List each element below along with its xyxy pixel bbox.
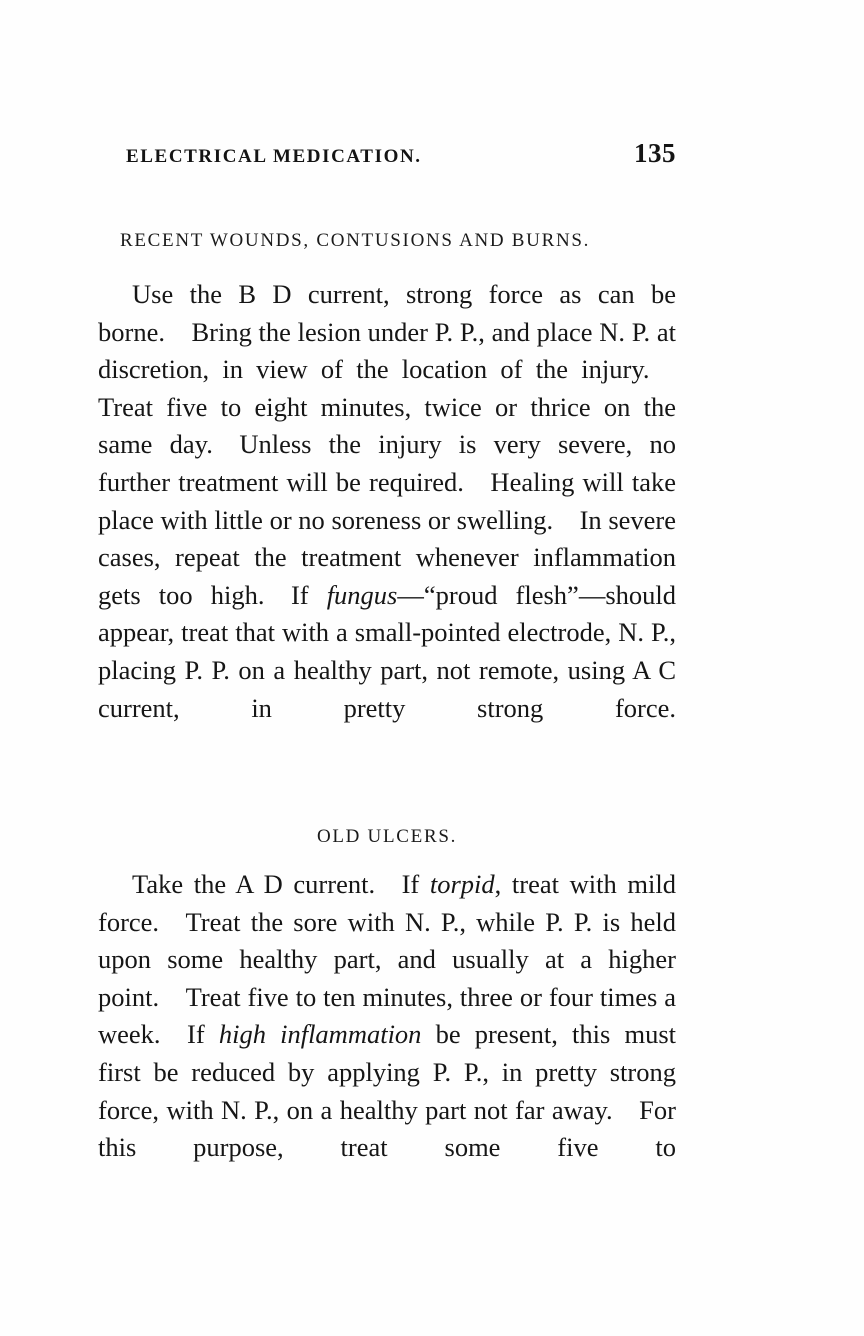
running-head [98,138,676,169]
paragraph-text-a: Take the A D current. If [132,869,430,899]
section-heading-old-ulcers: OLD ULCERS. [316,826,458,847]
emphasis-torpid: torpid [429,869,495,899]
section-body-old-ulcers [98,866,676,1204]
running-head-title: ELECTRICAL MEDICATION. [126,146,422,167]
paragraph-text-a: Use the B D current, strong force as can be borne. Bring the lesion under P. P., and place N. P. at discretion, in view of the location of the injury. Treat five to eight minutes, twice or thrice on the same day. Unless the injury is very severe, no further treatment will be required. Healing will take place with little or no soreness or swelling. In severe cases, repeat the treatment whenever inflammation gets too high. If [98,279,676,610]
page-number: 135 [634,138,676,168]
paragraph [98,276,676,765]
emphasis-high-inflammation: high inflammation [218,1019,422,1050]
emphasis-fungus: fungus [326,579,398,610]
paragraph [98,866,676,1204]
section-heading-recent-wounds: RECENT WOUNDS, CONTUSIONS AND BURNS. [120,230,591,251]
paragraph-text-c: be present, this must first be reduced by applying P. P., in pretty strong force, with N. P., on a healthy part not far away. For this purpose, treat some five to [98,1019,676,1163]
paragraph-text-b: , treat with mild force. Treat the sore with N. P., while P. P. is held upon some healthy part, and usually at a higher point. Treat five to ten minutes, three or four times a week. If [98,869,676,1050]
section-body-recent-wounds [98,276,676,765]
paragraph-text-b: —“proud flesh”—should appear, treat that with a small-pointed electrode, N. P., placing P. P. on a healthy part, not remote, using A C current, in pretty strong force. [98,579,676,723]
